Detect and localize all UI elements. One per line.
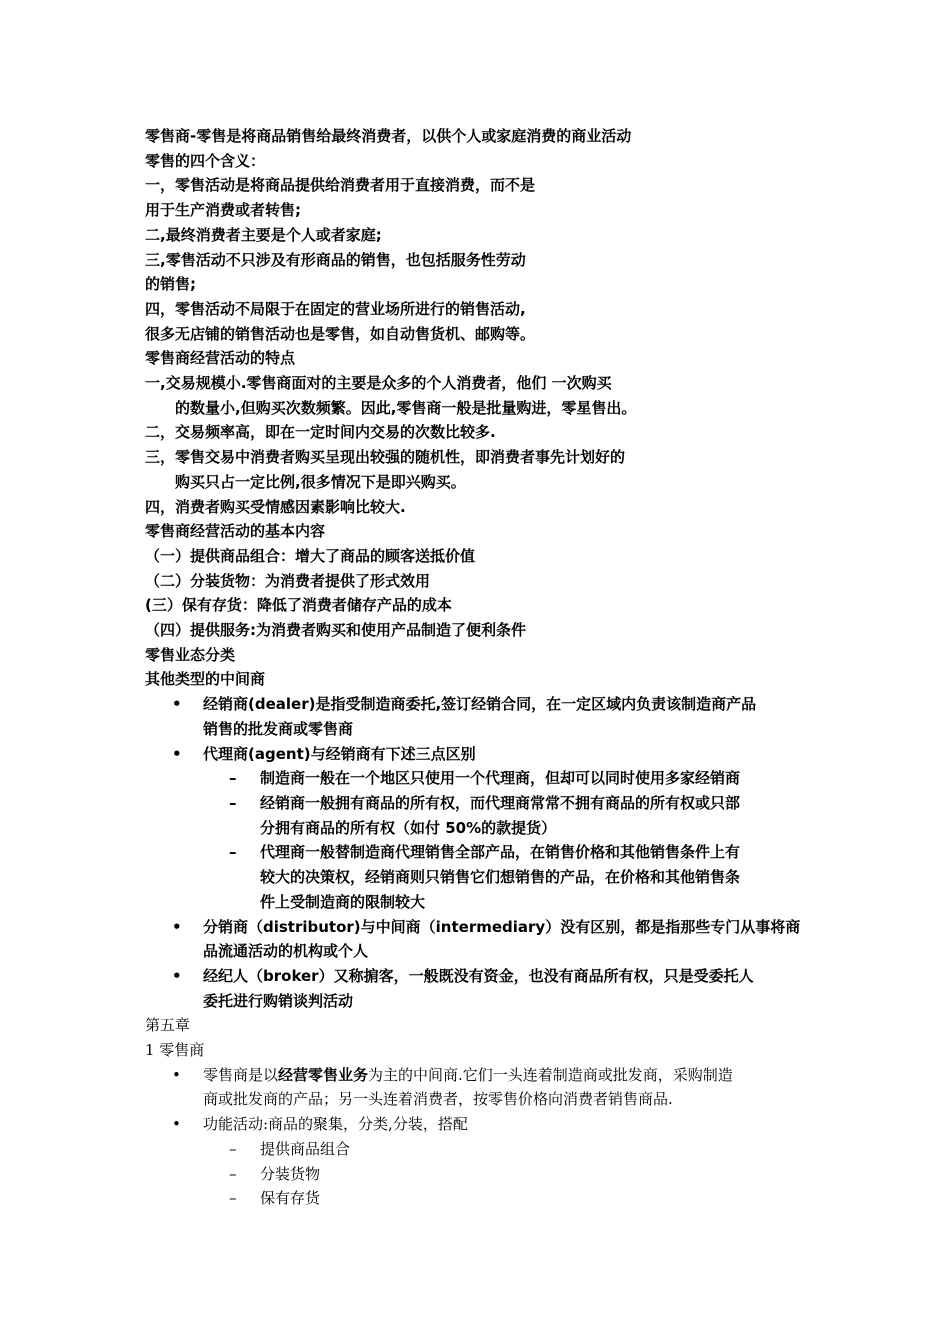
text-line: 四，消费者购买受情感因素影响比较大. <box>145 497 406 516</box>
list-item-text: 代理商(agent)与经销商有下述三点区别 <box>203 744 476 763</box>
text-line: （四）提供服务:为消费者购买和使用产品制造了便利条件 <box>145 621 527 640</box>
text-run: 为主的中间商.它们一头连着制造商或批发商，采购制造 <box>368 1065 733 1084</box>
dash-icon: – <box>229 793 237 812</box>
emphasis-text: 经营零售业务 <box>278 1065 369 1084</box>
heading-retailer-definition: 零售商-零售是将商品销售给最终消费者，以供个人或家庭消费的商业活动 <box>145 127 632 145</box>
list-item-text: 提供商品组合 <box>260 1139 351 1158</box>
list-item-text: 分销商（distributor)与中间商（intermediary）没有区别，都是指那些专门从事将商 <box>203 917 801 936</box>
dash-icon: – <box>229 843 237 862</box>
sub-list-item <box>145 1137 815 1162</box>
text-line: 三，零售交易中消费者购买呈现出较强的随机性，即消费者事先计划好的 <box>145 448 626 467</box>
list-item-text: 代理商一般替制造商代理销售全部产品，在销售价格和其他销售条件上有 <box>260 843 741 862</box>
bullet-icon: • <box>172 695 182 714</box>
section-heading: 零售商经营活动的特点 <box>145 349 296 368</box>
text-line: 一,交易规模小.零售商面对的主要是众多的个人消费者，他们 一次购买 <box>145 374 612 393</box>
text-line: 二,最终消费者主要是个人或者家庭; <box>145 225 382 244</box>
text-line: （二）分装货物：为消费者提供了形式效用 <box>145 571 431 590</box>
text-line: (三）保有存货：降低了消费者储存产品的成本 <box>145 596 452 615</box>
section-heading: 零售业态分类 <box>145 645 236 664</box>
dash-icon: – <box>229 1189 237 1208</box>
dash-icon: – <box>229 1164 237 1183</box>
dash-icon: – <box>229 769 237 788</box>
list-item-text: 较大的决策权，经销商则只销售它们想销售的产品，在价格和其他销售条 <box>260 868 741 887</box>
list-item-text <box>203 1063 815 1088</box>
dash-icon: – <box>229 1139 237 1158</box>
bullet-icon: • <box>172 1115 181 1134</box>
list-item-text: 件上受制造商的限制较大 <box>260 892 426 911</box>
list-item-text: 功能活动:商品的聚集，分类,分装，搭配 <box>203 1115 468 1134</box>
list-item-text: 商或批发商的产品；另一头连着消费者，按零售价格向消费者销售商品. <box>203 1090 673 1109</box>
document-body <box>145 124 815 1211</box>
list-item-text: 品流通活动的机构或个人 <box>203 942 369 961</box>
text-line: 的销售; <box>145 275 196 294</box>
text-run: 零售商是以 <box>203 1065 279 1084</box>
list-item-text: 经销商一般拥有商品的所有权，而代理商常常不拥有商品的所有权或只部 <box>260 793 741 812</box>
sub-list-item <box>145 766 815 791</box>
section-heading: 其他类型的中间商 <box>145 670 266 689</box>
text-line: （一）提供商品组合：增大了商品的顾客送抵价值 <box>145 546 476 565</box>
text-line: 三,零售活动不只涉及有形商品的销售，也包括服务性劳动 <box>145 250 526 269</box>
text-line: 购买只占一定比例,很多情况下是即兴购买。 <box>175 472 466 491</box>
list-item-agent <box>145 742 815 767</box>
bullet-icon: • <box>172 917 182 936</box>
text-line: 用于生产消费或者转售; <box>145 201 301 220</box>
bullet-icon: • <box>172 744 182 763</box>
list-item-text: 经销商(dealer)是指受制造商委托,签订经销合同，在一定区域内负责该制造商产品 <box>203 695 757 714</box>
list-item-dealer <box>145 692 815 741</box>
sub-list-item <box>145 791 815 840</box>
bullet-icon: • <box>172 1065 181 1084</box>
sub-list-item <box>145 840 815 914</box>
chapter-title: 第五章 <box>145 1016 191 1035</box>
list-item-text: 制造商一般在一个地区只使用一个代理商，但却可以同时使用多家经销商 <box>260 769 741 788</box>
text-line: 的数量小,但购买次数频繁。因此,零售商一般是批量购进，零星售出。 <box>175 398 637 417</box>
list-item-text: 分拥有商品的所有权（如付 50%的款提货） <box>260 818 557 837</box>
text-line: 很多无店铺的销售活动也是零售，如自动售货机、邮购等。 <box>145 324 536 343</box>
text-line: 零售的四个含义： <box>145 151 266 170</box>
list-item-text: 经纪人（broker）又称掮客，一般既没有资金，也没有商品所有权，只是受委托人 <box>203 966 754 985</box>
list-item-text: 委托进行购销谈判活动 <box>203 991 354 1010</box>
list-item-text: 保有存货 <box>260 1189 321 1208</box>
list-item-text: 销售的批发商或零售商 <box>203 719 354 738</box>
sub-list-item <box>145 1186 815 1211</box>
text-line: 二，交易频率高，即在一定时间内交易的次数比较多. <box>145 423 496 442</box>
list-item-broker <box>145 964 815 1013</box>
list-item-function <box>145 1112 815 1137</box>
text-line: 四，零售活动不局限于在固定的营业场所进行的销售活动, <box>145 299 526 318</box>
section-title: 1 零售商 <box>145 1041 205 1060</box>
text-line: 一，零售活动是将商品提供给消费者用于直接消费，而不是 <box>145 176 536 195</box>
sub-list-item <box>145 1162 815 1187</box>
list-item-retailer <box>145 1063 815 1112</box>
section-heading: 零售商经营活动的基本内容 <box>145 522 326 541</box>
bullet-icon: • <box>172 966 182 985</box>
list-item-text: 分装货物 <box>260 1164 321 1183</box>
list-item-distributor <box>145 915 815 964</box>
